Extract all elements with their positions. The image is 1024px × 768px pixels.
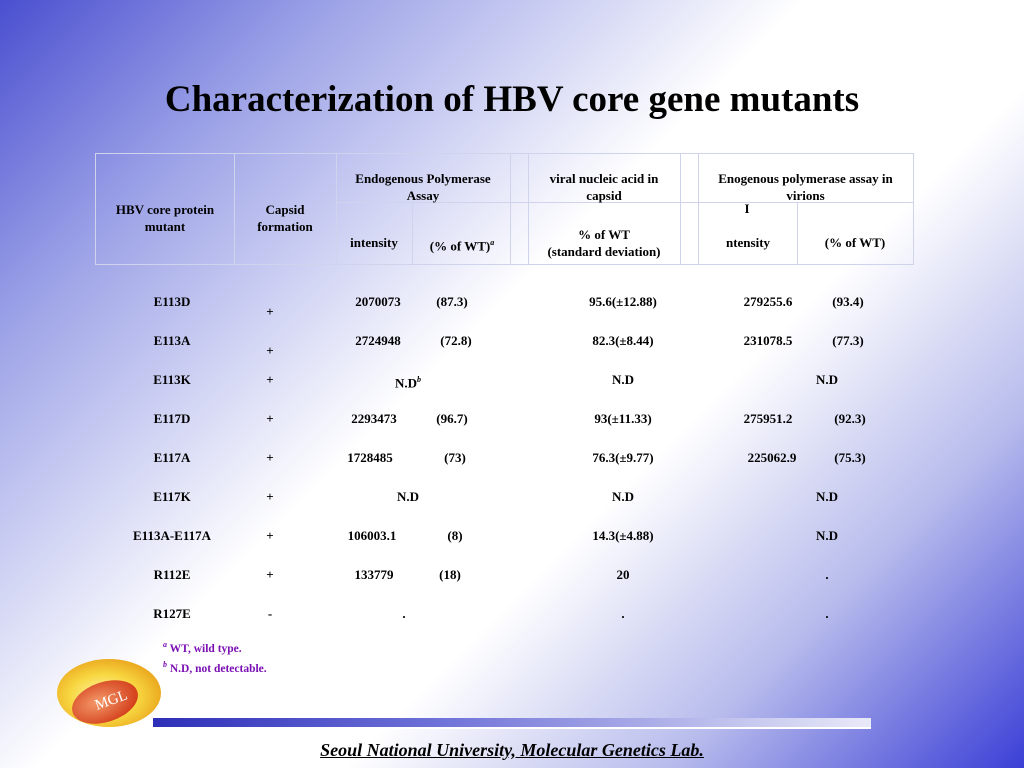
cell-pct: (8)	[447, 528, 463, 543]
cell-viral: 93(±11.33)	[594, 411, 652, 426]
cell-virion: N.D	[815, 489, 839, 504]
cell-viral: 20	[616, 567, 630, 582]
cell-pct: (73)	[444, 450, 466, 465]
header-bottom-border	[95, 264, 914, 265]
header-divider	[412, 202, 413, 265]
cell-virion-intensity: 231078.5	[743, 333, 793, 348]
header-intensity: intensity	[350, 235, 398, 250]
header-divider	[95, 153, 96, 265]
footnotes	[163, 637, 267, 677]
mgl-logo-graphic	[55, 656, 163, 730]
cell-intensity: 2070073	[355, 294, 401, 309]
cell-virion-intensity: 279255.6	[743, 294, 793, 309]
footnote-a	[163, 637, 267, 657]
header-divider	[913, 153, 914, 265]
cell-intensity: 1728485	[347, 450, 393, 465]
cell-virion-pct: (75.3)	[834, 450, 866, 465]
cell-capsid: -	[267, 606, 273, 621]
footnote-b	[163, 657, 267, 677]
header-pct-wt-text: (% of WT)	[429, 238, 491, 254]
cell-pct: (87.3)	[436, 294, 468, 309]
cell-endogenous-nd: N.D	[396, 489, 420, 504]
cell-capsid: +	[266, 372, 274, 387]
cell-mutant: E117A	[153, 450, 191, 465]
cell-pct: (96.7)	[436, 411, 468, 426]
cell-intensity: 133779	[354, 567, 394, 582]
cell-virion: N.D	[815, 528, 839, 543]
footnote-a-marker: a	[490, 238, 495, 247]
cell-mutant: E113D	[153, 294, 191, 309]
cell-virion-intensity: 275951.2	[743, 411, 793, 426]
header-enogenous-polymerase: Enogenous polymerase assay in virions	[718, 171, 893, 203]
footer-bar-highlight	[153, 727, 871, 729]
cell-virion-pct: (77.3)	[832, 333, 864, 348]
cell-pct: (18)	[439, 567, 461, 582]
header-pct-wt-a	[416, 234, 508, 254]
cell-virion-pct: (92.3)	[834, 411, 866, 426]
header-divider	[680, 153, 681, 265]
cell-mutant: E113A-E117A	[132, 528, 211, 543]
header-divider	[234, 153, 235, 265]
header-divider	[510, 153, 511, 265]
header-std-dev-line: (standard deviation)	[547, 244, 661, 259]
header-i-mark: I	[744, 201, 750, 216]
header-pct-wt-virion: (% of WT)	[824, 235, 886, 250]
cell-mutant: E113K	[153, 372, 191, 387]
cell-endogenous-nd: .	[402, 606, 406, 621]
cell-virion: .	[825, 606, 829, 621]
footer-gradient-bar	[153, 718, 871, 727]
header-top-border	[95, 153, 914, 154]
cell-virion-intensity: 225062.9	[747, 450, 797, 465]
footnote-a-text: WT, wild type.	[169, 642, 242, 655]
mgl-logo-text: MGL	[92, 687, 130, 714]
cell-nd-text: N.D	[394, 375, 418, 391]
header-divider	[698, 153, 699, 265]
cell-mutant: R112E	[153, 567, 191, 582]
slide-title: Characterization of HBV core gene mutants	[164, 79, 860, 120]
cell-capsid: +	[266, 343, 274, 358]
cell-capsid: +	[266, 411, 274, 426]
header-capsid: Capsid formation	[257, 202, 313, 234]
cell-virion: .	[825, 567, 829, 582]
cell-capsid: +	[266, 489, 274, 504]
header-pct-wt-viral	[532, 226, 676, 260]
cell-viral: N.D	[611, 489, 635, 504]
footer-lab-name: Seoul National University, Molecular Genetics Lab.	[320, 740, 704, 760]
cell-viral: N.D	[611, 372, 635, 387]
cell-mutant: R127E	[153, 606, 191, 621]
cell-viral: 76.3(±9.77)	[592, 450, 654, 465]
cell-mutant: E117K	[153, 489, 191, 504]
header-endogenous-polymerase: Endogenous Polymerase Assay	[355, 171, 491, 203]
header-divider	[528, 153, 529, 265]
header-divider	[336, 153, 337, 265]
mgl-logo	[55, 656, 163, 730]
footnote-b-marker: b	[417, 375, 422, 384]
cell-capsid: +	[266, 450, 274, 465]
cell-endogenous-nd	[370, 372, 446, 391]
cell-virion: N.D	[815, 372, 839, 387]
cell-mutant: E113A	[153, 333, 191, 348]
cell-capsid: +	[266, 528, 274, 543]
cell-capsid: +	[266, 304, 274, 319]
cell-pct: (72.8)	[440, 333, 472, 348]
cell-intensity: 2724948	[355, 333, 401, 348]
cell-viral: 14.3(±4.88)	[592, 528, 654, 543]
cell-intensity: 2293473	[351, 411, 397, 426]
cell-intensity: 106003.1	[347, 528, 397, 543]
header-mutant: HBV core protein mutant	[115, 202, 215, 234]
cell-viral: 95.6(±12.88)	[589, 294, 657, 309]
footnote-a-sup: a	[163, 640, 167, 649]
footnote-b-sup: b	[163, 659, 167, 669]
header-viral-nucleic-acid: viral nucleic acid in capsid	[549, 171, 659, 203]
header-pct-wt-line: % of WT	[578, 227, 630, 242]
header-divider	[797, 202, 798, 265]
cell-mutant: E117D	[153, 411, 191, 426]
cell-viral: .	[621, 606, 625, 621]
cell-viral: 82.3(±8.44)	[592, 333, 654, 348]
footnote-b-text: N.D, not detectable.	[169, 662, 267, 675]
header-ntensity: ntensity	[725, 235, 771, 250]
cell-capsid: +	[266, 567, 274, 582]
cell-virion-pct: (93.4)	[832, 294, 864, 309]
